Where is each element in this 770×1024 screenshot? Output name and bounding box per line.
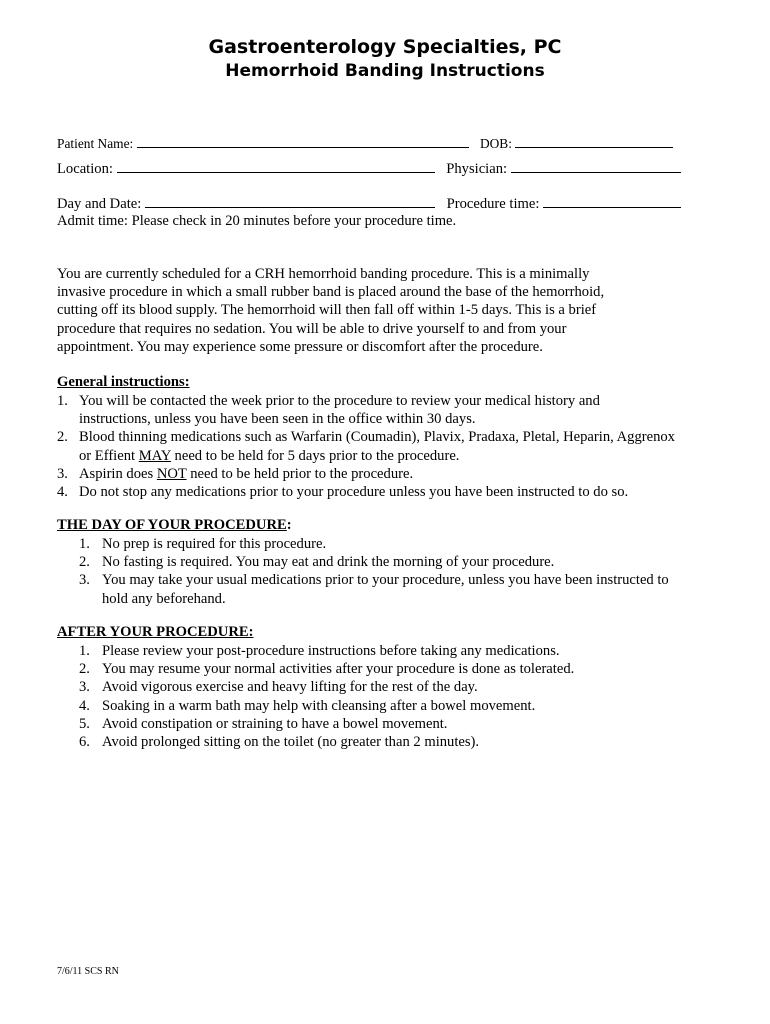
text-segment: or Effient [79,447,139,464]
document-title: Gastroenterology Specialties, PC [208,36,562,58]
list-item-text [57,447,747,465]
list-item-text: Avoid constipation or straining to have a bowel movement. [102,715,448,732]
list-number: 3. [57,465,68,482]
list-number: 3. [79,679,90,696]
list-item [79,535,749,553]
list-number: 1. [57,393,68,409]
list-number: 2. [79,661,90,678]
physician-field[interactable] [511,160,681,173]
emphasis-not: NOT [156,465,187,482]
location-label: Location: [57,161,113,177]
dob-field[interactable] [515,135,673,148]
list-item [79,660,749,678]
patient-name-field[interactable] [137,135,469,148]
day-date-label: Day and Date: [57,196,142,212]
location-field[interactable] [117,160,435,173]
list-number: 4. [57,484,68,501]
list-item-text: instructions, unless you have been seen in the office within 30 days. [79,411,476,428]
emphasis-may: MAY [138,447,171,464]
list-item-text: You may take your usual medications prior to your procedure, unless you have been instructed to [102,572,669,589]
day-date-row [57,195,681,213]
location-row [57,160,681,178]
list-number: 2. [79,554,90,571]
day-date-field[interactable] [145,195,435,208]
document-subtitle: Hemorrhoid Banding Instructions [225,61,545,81]
list-item [79,715,749,733]
list-item-text: Blood thinning medications such as Warfarin (Coumadin), Plavix, Pradaxa, Pletal, Heparin, Aggrenox [79,429,675,446]
list-item-text [57,465,747,483]
dob-label: DOB: [479,136,512,151]
list-item-text: You will be contacted the week prior to the procedure to review your medical history and [79,393,600,409]
list-item-text: hold any beforehand. [102,590,226,607]
list-item [57,465,747,483]
list-number: 1. [79,536,90,552]
patient-info-row [57,135,673,152]
general-instructions-list [57,392,747,501]
list-number: 1. [79,643,90,659]
list-item [79,733,749,751]
text-segment: Aspirin does [79,465,157,482]
list-item [57,392,747,428]
day-of-procedure-heading [57,517,292,534]
document-footer: 7/6/11 SCS RN [57,966,119,977]
physician-label: Physician: [446,161,508,177]
intro-paragraph: You are currently scheduled for a CRH hemorrhoid banding procedure. This is a minimally invasive procedure in which a small rubber band is placed around the base of the hemorrhoid, cutting off its blood supply. The hemorrhoid will then fall off within 1-5 days. This is a brief procedure that requires no sedation. You will be able to drive yourself to and from your appointment. You may experience some pressure or discomfort after the procedure. [57,266,605,355]
text-segment: need to be held prior to the procedure. [186,465,414,482]
after-procedure-heading: AFTER YOUR PROCEDURE: [57,624,254,640]
list-item [79,697,749,715]
list-number: 4. [79,697,90,714]
after-procedure-list [79,642,749,751]
list-item-text: No prep is required for this procedure. [102,536,327,552]
heading-colon: : [286,517,292,533]
procedure-time-label: Procedure time: [446,196,540,212]
list-item-text: Soaking in a warm bath may help with cleansing after a bowel movement. [102,697,536,714]
list-item [79,553,749,571]
list-item [79,571,749,607]
list-item-text: No fasting is required. You may eat and drink the morning of your procedure. [102,554,555,571]
patient-name-label: Patient Name: [57,136,134,151]
general-instructions-heading: General instructions: [57,374,190,390]
admit-time-text: Admit time: Please check in 20 minutes before your procedure time. [57,213,457,229]
text-segment: need to be held for 5 days prior to the procedure. [170,447,460,464]
list-number: 3. [79,572,90,589]
list-item [57,428,747,464]
list-item-text: You may resume your normal activities after your procedure is done as tolerated. [102,661,575,678]
procedure-time-field[interactable] [543,195,681,208]
list-number: 6. [79,734,90,751]
list-number: 2. [57,429,68,446]
list-item-text: Do not stop any medications prior to your procedure unless you have been instructed to do so. [79,484,629,501]
list-item [79,642,749,660]
heading-text: THE DAY OF YOUR PROCEDURE [57,517,287,533]
list-item [57,483,747,501]
list-item-text: Please review your post-procedure instructions before taking any medications. [102,643,560,659]
list-item [79,678,749,696]
list-number: 5. [79,715,90,732]
list-item-text: Avoid prolonged sitting on the toilet (no greater than 2 minutes). [102,734,480,751]
list-item-text: Avoid vigorous exercise and heavy lifting for the rest of the day. [102,679,478,696]
day-of-procedure-list [79,535,749,608]
